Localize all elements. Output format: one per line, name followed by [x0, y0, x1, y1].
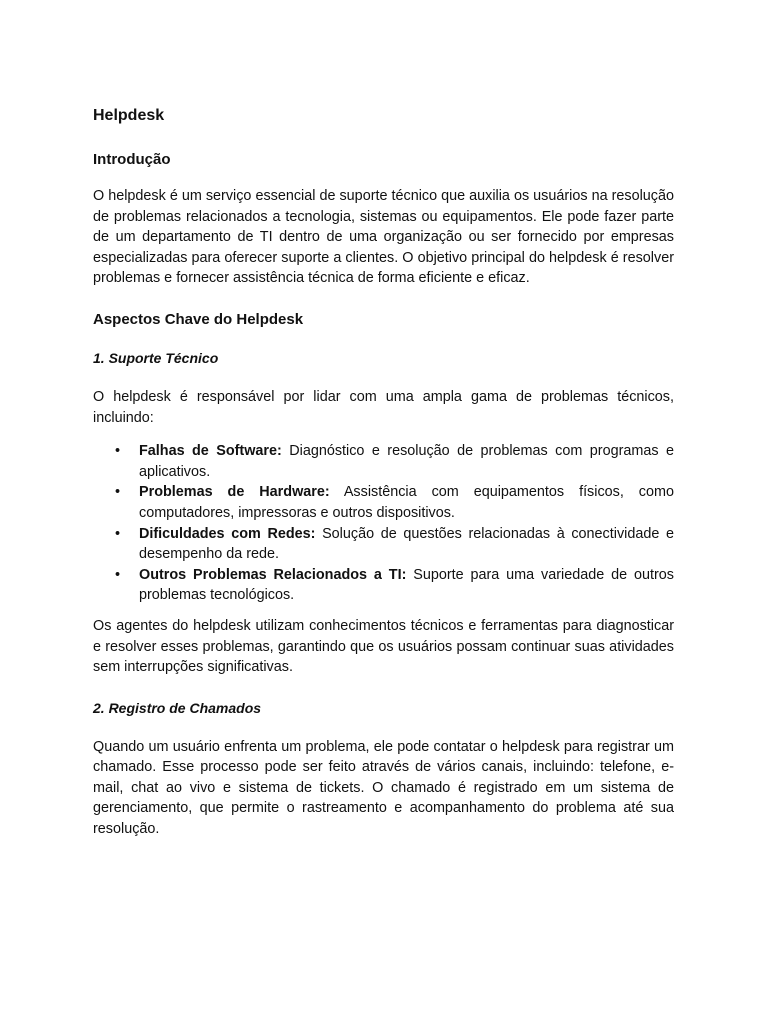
support-intro-paragraph: O helpdesk é responsável por lidar com uma ampla gama de problemas técnicos, incluindo:	[93, 388, 674, 426]
list-item-label: Dificuldades com Redes:	[139, 525, 316, 542]
list-item-text: Assistência com equipamentos físicos, como computadores, impressoras e outros dispositivos.	[139, 484, 674, 521]
list-item	[93, 441, 674, 482]
bullet-icon: •	[115, 525, 121, 542]
list-item	[93, 524, 674, 565]
list-item	[93, 482, 674, 523]
list-item-text: Diagnóstico e resolução de problemas com programas e aplicativos.	[139, 443, 674, 480]
tickets-paragraph: Quando um usuário enfrenta um problema, ele pode contatar o helpdesk para registrar um chamado. Esse processo pode ser feito através de vários canais, incluindo: telefone, e-mail, chat ao vivo e sistema de tickets. O chamado é registrado em um sistema de gerenciamento, que permite o rastreamento e acompanhamento do problema até sua resolução.	[93, 738, 674, 838]
list-item-text: Solução de questões relacionadas à conectividade e desempenho da rede.	[139, 525, 674, 563]
document-title: Helpdesk	[93, 107, 165, 124]
bullet-icon: •	[115, 443, 121, 460]
aspects-heading: Aspectos Chave do Helpdesk	[93, 310, 304, 328]
support-closing-paragraph: Os agentes do helpdesk utilizam conhecimentos técnicos e ferramentas para diagnosticar e resolver esses problemas, garantindo que os usuários possam continuar suas atividades sem interrupções significativas.	[93, 617, 674, 676]
support-issue-list	[93, 441, 674, 606]
intro-paragraph: O helpdesk é um serviço essencial de suporte técnico que auxilia os usuários na resolução de problemas relacionados a tecnologia, sistemas ou equipamentos. Ele pode fazer parte de um departamento de TI dentro de uma organização ou ser fornecido por empresas especializadas para oferecer suporte a clientes. O objetivo principal do helpdesk é resolver problemas e fornecer assistência técnica de forma eficiente e eficaz.	[93, 188, 674, 287]
list-item-text: Suporte para uma variedade de outros problemas tecnológicos.	[139, 566, 674, 604]
list-item	[93, 565, 674, 606]
list-item-label: Outros Problemas Relacionados a TI:	[139, 566, 407, 583]
support-heading: 1. Suporte Técnico	[93, 349, 219, 366]
tickets-heading: 2. Registro de Chamados	[93, 699, 262, 716]
intro-heading: Introdução	[93, 151, 171, 168]
document-page	[93, 104, 674, 840]
bullet-icon: •	[115, 566, 121, 583]
list-item-label: Falhas de Software:	[139, 443, 282, 460]
list-item-label: Problemas de Hardware:	[139, 484, 330, 501]
bullet-icon: •	[115, 484, 121, 501]
